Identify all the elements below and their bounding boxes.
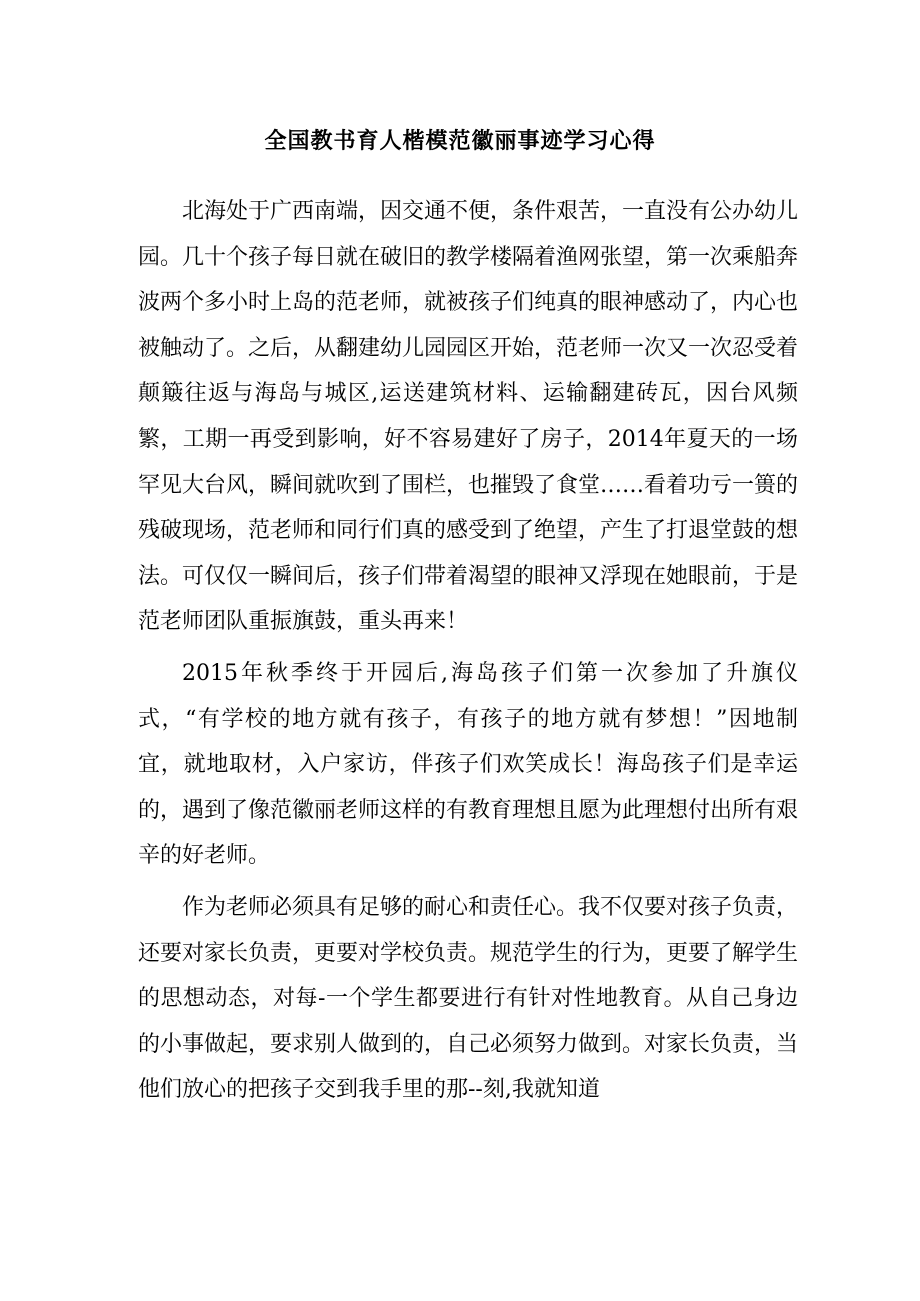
paragraph-1: 北海处于广西南端，因交通不便，条件艰苦，一直没有公办幼儿园。几十个孩子每日就在破旧的教学楼隔着渔网张望，第一次乘船奔波两个多小时上岛的范老师，就被孩子们纯真的眼神感动了，内心也被触动了。之后，从翻建幼儿园园区开始，范老师一次又一次忍受着颠簸往返与海岛与城区,运送建筑材料、运输翻建砖瓦，因台风频繁，工期一再受到影响，好不容易建好了房子，2014年夏天的一场罕见大台风，瞬间就吹到了围栏，也摧毁了食堂……看着功亏一篑的残破现场，范老师和同行们真的感受到了绝望，产生了打退堂鼓的想法。可仅仅一瞬间后，孩子们带着渴望的眼神又浮现在她眼前，于是范老师团队重振旗鼓，重头再来！ [138, 199, 799, 635]
document-title: 全国教书育人楷模范徽丽事迹学习心得 [264, 129, 656, 154]
paragraph-3: 作为老师必须具有足够的耐心和责任心。我不仅要对孩子负责，还要对家长负责，更要对学校负责。规范学生的行为，更要了解学生的思想动态，对每-一个学生都要进行有针对性地教育。从自己身边的小事做起，要求别人做到的，自己必须努力做到。对家长负责，当他们放心的把孩子交到我手里的那--刻,我就知道 [138, 894, 799, 1103]
paragraph-2: 2015年秋季终于开园后,海岛孩子们第一次参加了升旗仪式，“有学校的地方就有孩子，有孩子的地方就有梦想！”因地制宜，就地取材，入户家访，伴孩子们欢笑成长！海岛孩子们是幸运的，遇到了像范徽丽老师这样的有教育理想且愿为此理想付出所有艰辛的好老师。 [138, 660, 799, 869]
document-body [138, 189, 798, 1113]
